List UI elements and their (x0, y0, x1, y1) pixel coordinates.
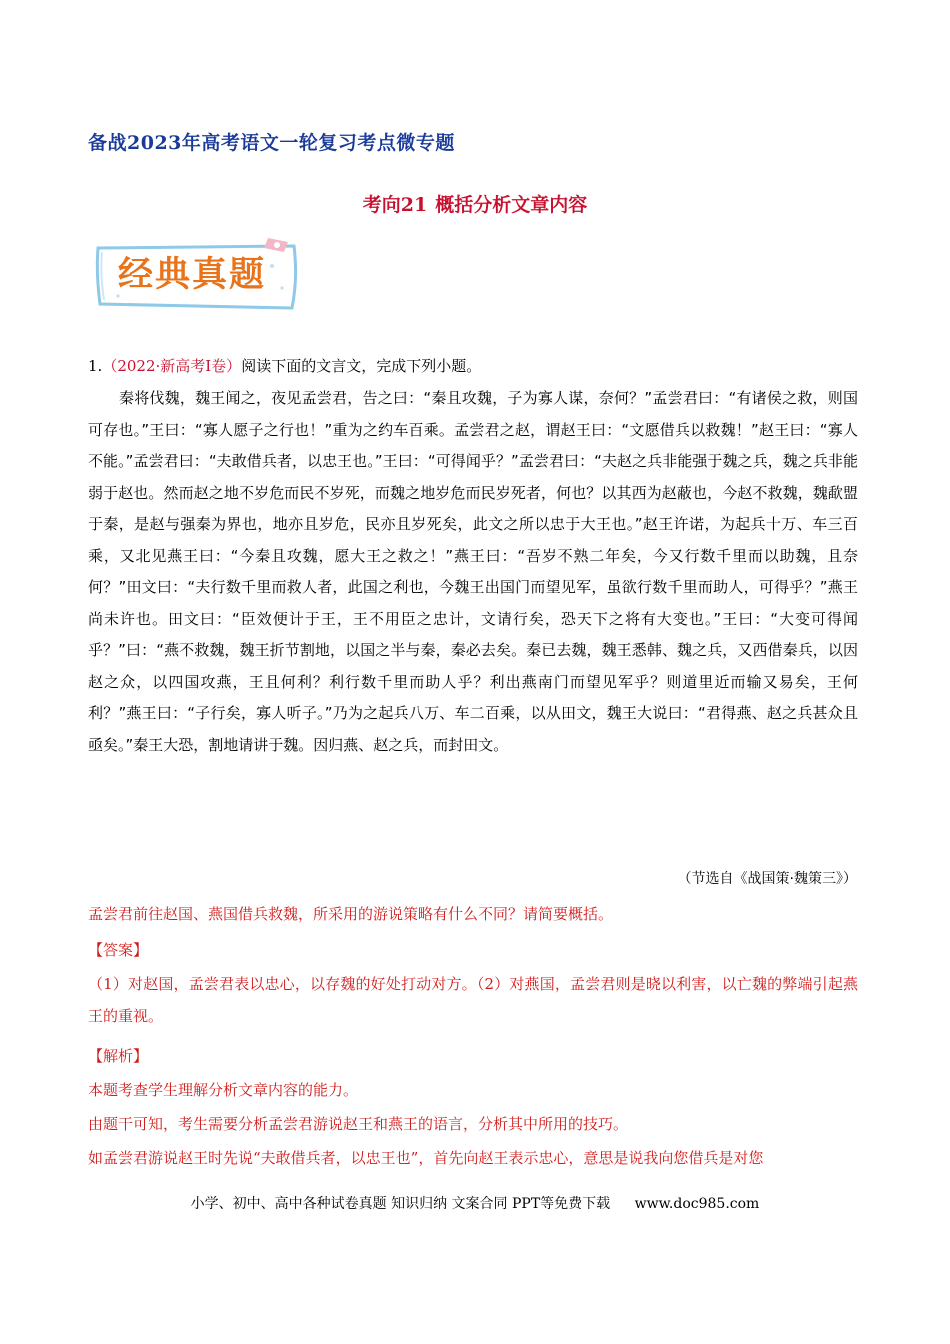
answer-label: 【答案】 (88, 941, 149, 959)
question-number: 1. (88, 357, 103, 375)
passage-citation: （节选自《战国策·魏策三》） (677, 871, 857, 887)
analysis-line-3: 如孟尝君游说赵王时先说“夫敢借兵者，以忠王也”，首先向赵王表示忠心，意思是说我向您借兵是对您 (88, 1149, 764, 1167)
question-prompt: 孟尝君前往赵国、燕国借兵救魏，所采用的游说策略有什么不同？请简要概括。 (88, 905, 614, 923)
footer-text: 小学、初中、高中各种试卷真题 知识归纳 文案合同 PPT等免费下载 (190, 1196, 611, 1212)
analysis-line-1: 本题考查学生理解分析文章内容的能力。 (88, 1081, 359, 1099)
page-footer (0, 1193, 950, 1213)
question-source: （2022·新高考I卷） (102, 357, 242, 375)
passage-text: 秦将伐魏，魏王闻之，夜见孟尝君，告之曰：“秦且攻魏，子为寡人谋，奈何？”孟尝君曰：“有诸侯之救，则国可存也。”王曰：“寡人愿子之行也！”重为之约车百乘。孟尝君之赵，谓赵王曰：“文愿借兵以救魏！”赵王曰：“寡人不能。”孟尝君曰：“夫敢借兵者，以忠王也。”王曰：“可得闻乎？”孟尝君曰：“夫赵之兵非能强于魏之兵，魏之兵非能弱于赵也。然而赵之地不岁危而民不岁死，而魏之地岁危而民岁死者，何也？以其西为赵蔽也，今赵不救魏，魏歃盟于秦，是赵与强秦为界也，地亦且岁危，民亦且岁死矣，此文之所以忠于大王也。”赵王许诺，为起兵十万、车三百乘，又北见燕王曰：“今秦且攻魏，愿大王之救之！”燕王曰：“吾岁不熟二年矣，今又行数千里而以助魏，且奈何？”田文曰：“夫行数千里而救人者，此国之利也，今魏王出国门而望见军，虽欲行数千里而助人，可得乎？”燕王尚未许也。田文曰：“臣效便计于王，王不用臣之忠计，文请行矣，恐天下之将有大变也。”王曰：“大变可得闻乎？”曰：“燕不救魏，魏王折节割地，以国之半与秦，秦必去矣。秦已去魏，魏王悉韩、魏之兵，又西借秦兵，以因赵之众，以四国攻燕，王且何利？利行数千里而助人乎？利出燕南门而望见军乎？则道里近而输又易矣，王何利？”燕王曰：“子行矣，寡人听子。”乃为之起兵八万、车二百乘，以从田文，魏王大说曰：“君得燕、赵之兵甚众且亟矣。”秦王大恐，割地请讲于魏。因归燕、赵之兵，而封田文。 (88, 389, 858, 754)
footer-url[interactable]: www.doc985.com (634, 1196, 760, 1212)
question-header (88, 356, 858, 376)
topic-title (0, 190, 950, 217)
analysis-label: 【解析】 (88, 1047, 149, 1065)
answer-text: （1）对赵国，孟尝君表以忠心，以存魏的好处打动对方。（2）对燕国，孟尝君则是晓以利害，以亡魏的弊端引起燕王的重视。 (88, 975, 858, 1025)
topic-name: 概括分析文章内容 (435, 194, 588, 216)
badge-title: 经典真题 (118, 254, 267, 295)
analysis-line-2: 由题干可知，考生需要分析孟尝君游说赵王和燕王的语言，分析其中所用的技巧。 (88, 1115, 629, 1133)
series-title: 备战2023年高考语文一轮复习考点微专题 (88, 132, 455, 154)
question-instruction: 阅读下面的文言文，完成下列小题。 (241, 357, 482, 375)
topic-number: 考向21 (362, 194, 428, 216)
